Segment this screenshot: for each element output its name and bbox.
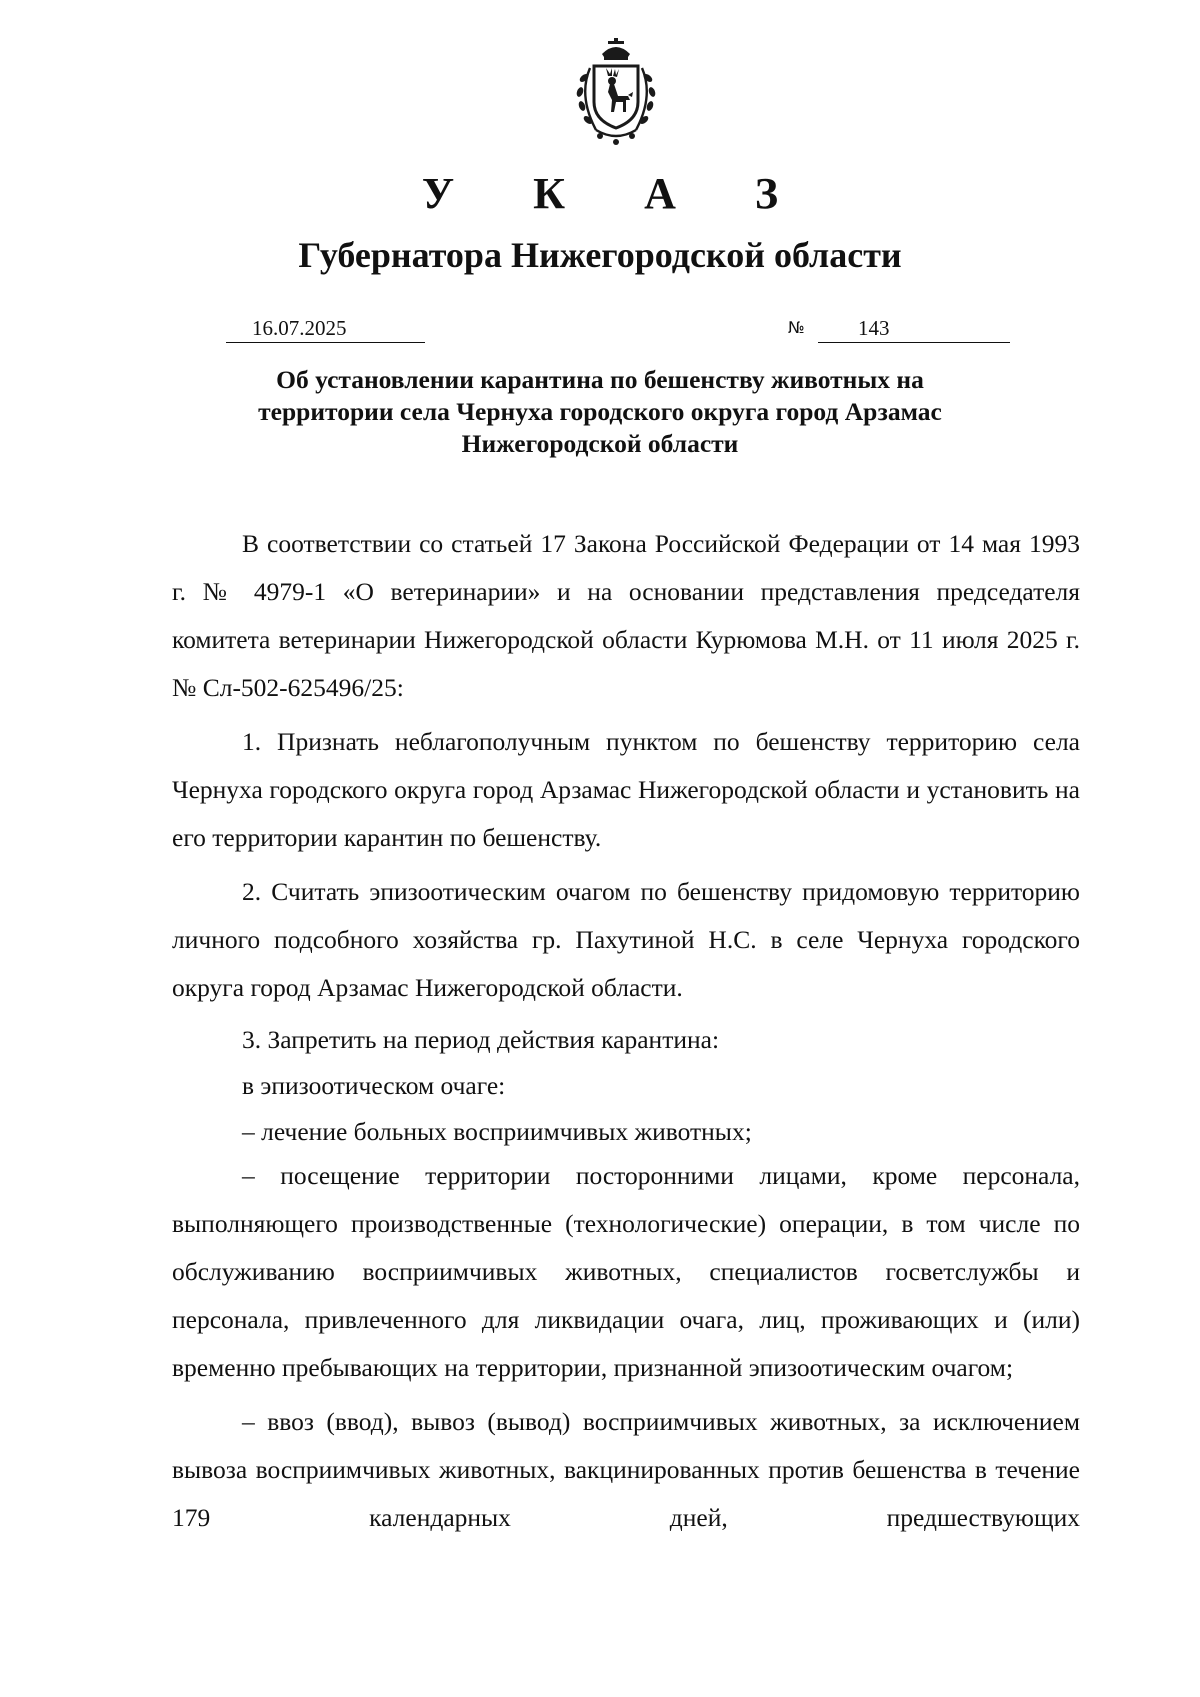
document-type-heading: У К А З [421,169,813,218]
item-1-paragraph: 1. Признать неблагополучным пунктом по бешенству территорию села Чернуха городского округа город Арзамас Нижегородской области и установить на его территории карантин по бешенству. [172,727,1080,852]
dash-item-treatment: – лечение больных восприимчивых животных; [242,1117,752,1146]
number-value: 143 [858,316,890,340]
issuer-heading: Губернатора Нижегородской области [298,235,902,275]
number-field [818,318,1010,343]
subject-line: Нижегородской области [461,429,739,458]
date-value: 16.07.2025 [252,316,347,340]
nizhny-novgorod-coat-of-arms-icon [560,38,672,150]
date-field [226,318,425,343]
item-2-paragraph: 2. Считать эпизоотическим очагом по бешенству придомовую территорию личного подсобного хозяйства гр. Пахутиной Н.С. в селе Чернуха городского округа город Арзамас Нижегородской области. [172,877,1080,1002]
preamble-paragraph: В соответствии со статьей 17 Закона Российской Федерации от 14 мая 1993 г. № 4979-1 «О ветеринарии» и на основании представления председателя комитета ветеринарии Нижегородской области Курюмова М.Н. от 11 июля 2025 г. № Сл-502-625496/25: [172,529,1080,702]
dash-item-visiting: – посещение территории посторонними лицами, кроме персонала, выполняющего производственные (технологические) операции, в том числе по обслуживанию восприимчивых животных, специалистов госветслужбы и персонала, привлеченного для ликвидации очага, лиц, проживающих и (или) временно пребывающих на территории, признанной эпизоотическим очагом; [172,1161,1080,1382]
decree-body [172,520,1080,1542]
focus-clause: в эпизоотическом очаге: [242,1071,506,1100]
decree-subject [170,364,1030,460]
item-3-paragraph: 3. Запретить на период действия карантина: [242,1025,720,1054]
number-sign: № [788,318,805,337]
subject-line: Об установлении карантина по бешенству животных на [276,365,924,394]
subject-line: территории села Чернуха городского округа город Арзамас [258,397,942,426]
dash-item-transport: – ввоз (ввод), вывоз (вывод) восприимчивых животных, за исключением вывоза восприимчивых животных, вакцинированных против бешенства в течение 179 календарных дней, предшествующих [172,1407,1080,1532]
